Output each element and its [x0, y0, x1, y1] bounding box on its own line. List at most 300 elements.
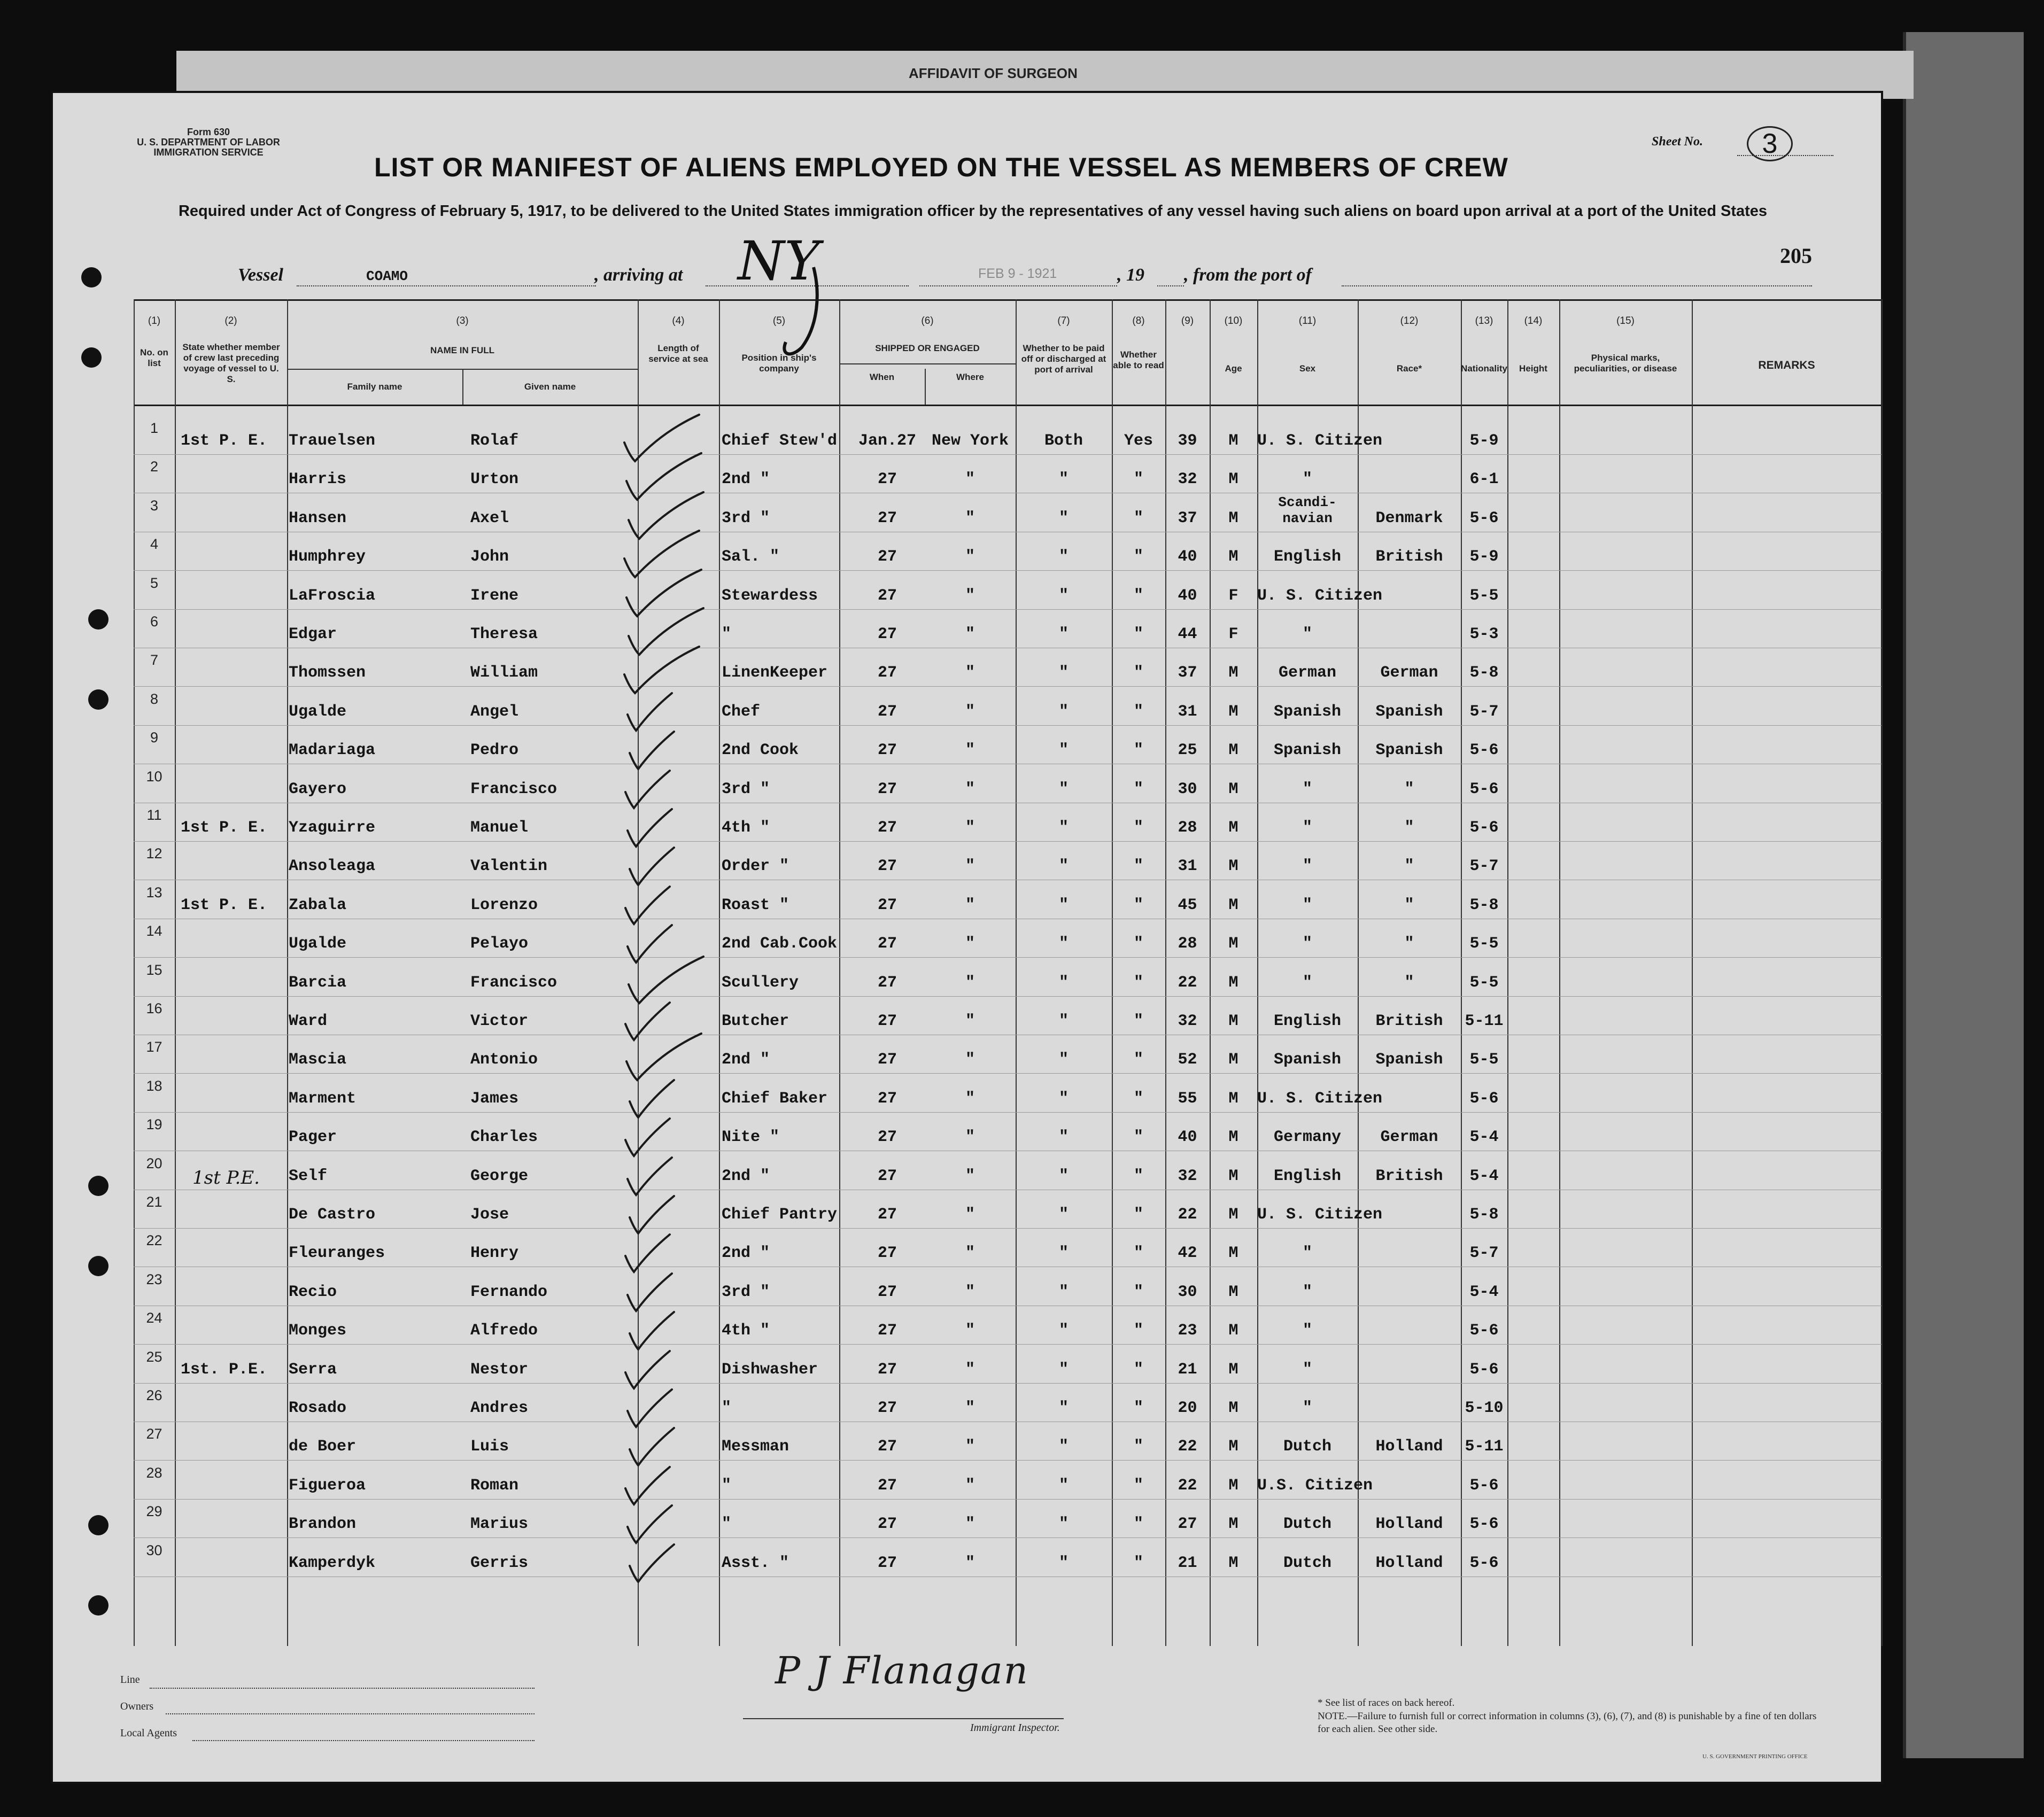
family-name-cell: Fleuranges	[289, 1244, 385, 1263]
from-port-label: , from the port of	[1184, 265, 1312, 285]
page-number: 205	[1780, 244, 1812, 268]
date-line-fill	[919, 285, 1117, 286]
age-cell: 40	[1178, 548, 1197, 566]
family-name-cell: Ugalde	[289, 935, 347, 953]
column-number: (2)	[224, 315, 237, 327]
able-to-read-cell: "	[1133, 1012, 1143, 1030]
shipped-when-cell: 27	[877, 548, 897, 566]
row-number: 4	[150, 536, 159, 553]
column-number: (13)	[1475, 315, 1493, 327]
position-cell: Stewardess	[722, 586, 818, 605]
given-name-cell: Antonio	[470, 1051, 538, 1069]
family-name-cell: Barcia	[289, 973, 347, 992]
line-fill	[150, 1688, 535, 1689]
row-number: 24	[146, 1310, 162, 1326]
table-row	[0, 1271, 2044, 1316]
shipped-where-cell: "	[965, 1476, 975, 1495]
able-to-read-cell: "	[1133, 1322, 1143, 1340]
age-cell: 32	[1178, 1167, 1197, 1185]
able-to-read-cell: "	[1133, 1051, 1143, 1069]
column-label: Length of service at sea	[648, 343, 708, 364]
row-number: 6	[150, 614, 159, 630]
column-label: No. on list	[140, 347, 168, 368]
race-cell: Dutch	[1283, 1554, 1331, 1572]
shipped-when-cell: 27	[877, 1360, 897, 1379]
shipped-when-cell: 27	[877, 1476, 897, 1495]
race-cell: "	[1302, 1283, 1312, 1301]
table-header-bottom-rule	[134, 405, 1882, 406]
sex-cell: M	[1228, 973, 1238, 992]
race-cell: "	[1302, 780, 1312, 798]
race-cell: "	[1302, 1399, 1312, 1417]
previous-voyage-cell: 1st P. E.	[181, 819, 268, 837]
nationality-cell: Spanish	[1375, 741, 1443, 760]
column-label: NAME IN FULL	[430, 345, 494, 355]
document-subtitle: Required under Act of Congress of February 5, 1917, to be delivered to the United States immigration officer by the representatives of any vessel having such aliens on board upon arrival at a port of the United States	[178, 203, 1768, 220]
form-identifier	[128, 127, 289, 158]
race-cell: "	[1302, 973, 1312, 992]
shipped-when-cell: 27	[877, 896, 897, 914]
table-row	[0, 1503, 2044, 1548]
column-label: Physical marks, peculiarities, or disease	[1574, 353, 1677, 374]
shipped-when-cell: 27	[877, 702, 897, 721]
form-number: Form 630	[187, 127, 230, 137]
sex-cell: M	[1228, 1012, 1238, 1030]
shipped-when-cell: 27	[877, 973, 897, 992]
shipped-where-cell: New York	[931, 432, 1009, 450]
paid-off-cell: "	[1058, 857, 1069, 876]
able-to-read-cell: "	[1133, 1128, 1143, 1147]
shipped-when-cell: 27	[877, 1012, 897, 1030]
age-cell: 22	[1178, 1438, 1197, 1456]
table-row	[0, 574, 2044, 620]
race-cell: Dutch	[1283, 1438, 1331, 1456]
age-cell: 30	[1178, 780, 1197, 798]
given-name-cell: Fernando	[470, 1283, 548, 1301]
height-cell: 5-11	[1465, 1438, 1504, 1456]
given-name-cell: Rolaf	[470, 432, 519, 450]
shipped-where-cell: "	[965, 702, 975, 721]
height-cell: 5-9	[1469, 548, 1499, 566]
column-label: Position in ship's company	[741, 353, 817, 374]
shipped-when-cell: 27	[877, 857, 897, 876]
able-to-read-cell: "	[1133, 1089, 1143, 1108]
position-cell: 4th "	[722, 819, 770, 837]
row-number: 12	[146, 845, 162, 862]
given-name-cell: Henry	[470, 1244, 519, 1263]
height-cell: 5-8	[1469, 1206, 1499, 1224]
row-number: 19	[146, 1116, 162, 1133]
sex-cell: M	[1228, 432, 1238, 450]
column-sublabel: When	[869, 372, 895, 382]
table-row	[0, 1348, 2044, 1394]
sex-cell: M	[1228, 509, 1238, 527]
nationality-cell: "	[1404, 819, 1414, 837]
given-name-cell: Theresa	[470, 625, 538, 643]
paid-off-cell: "	[1058, 1360, 1069, 1379]
nationality-cell: Holland	[1375, 1438, 1443, 1456]
shipped-where-cell: "	[965, 1012, 975, 1030]
position-cell: Order "	[722, 857, 789, 876]
row-number: 14	[146, 923, 162, 939]
paid-off-cell: "	[1058, 1128, 1069, 1147]
able-to-read-cell: "	[1133, 896, 1143, 914]
table-row	[0, 652, 2044, 697]
family-name-cell: Monges	[289, 1322, 347, 1340]
height-cell: 5-6	[1469, 1515, 1499, 1534]
race-cell: Germany	[1273, 1128, 1342, 1147]
table-row	[0, 884, 2044, 929]
previous-voyage-cell: 1st P. E.	[181, 896, 268, 914]
sex-cell: M	[1228, 548, 1238, 566]
shipped-when-cell: 27	[877, 1051, 897, 1069]
sex-cell: M	[1228, 1051, 1238, 1069]
shipped-when-cell: 27	[877, 625, 897, 643]
race-cell: "	[1302, 819, 1312, 837]
paid-off-cell: "	[1058, 973, 1069, 992]
shipped-where-cell: "	[965, 1089, 975, 1108]
shipped-where-cell: "	[965, 1515, 975, 1534]
race-cell: Scandi- navian	[1278, 494, 1337, 526]
nationality-cell: Denmark	[1375, 509, 1443, 527]
table-row	[0, 690, 2044, 736]
race-cell: U. S. Citizen	[1257, 1206, 1383, 1224]
age-cell: 40	[1178, 1128, 1197, 1147]
nationality-cell: "	[1404, 780, 1414, 798]
shipped-when-cell: 27	[877, 741, 897, 760]
shipped-where-cell: "	[965, 1438, 975, 1456]
shipped-when-cell: 27	[877, 1399, 897, 1417]
position-cell: Nite "	[722, 1128, 780, 1147]
binder-hole	[81, 347, 102, 368]
column-label: Height	[1519, 363, 1547, 374]
paid-off-cell: "	[1058, 1515, 1069, 1534]
given-name-cell: Irene	[470, 586, 519, 605]
race-cell: "	[1302, 935, 1312, 953]
sex-cell: M	[1228, 1515, 1238, 1534]
shipped-where-cell: "	[965, 1360, 975, 1379]
given-name-cell: Urton	[470, 470, 519, 489]
binder-hole	[88, 1595, 109, 1616]
sex-cell: M	[1228, 1089, 1238, 1108]
age-cell: 28	[1178, 819, 1197, 837]
shipped-where-cell: "	[965, 935, 975, 953]
age-cell: 27	[1178, 1515, 1197, 1534]
height-cell: 5-5	[1469, 1051, 1499, 1069]
shipped-when-cell: 27	[877, 1244, 897, 1263]
column-label: SHIPPED OR ENGAGED	[875, 343, 980, 353]
age-cell: 22	[1178, 1206, 1197, 1224]
height-cell: 5-7	[1469, 1244, 1499, 1263]
position-cell: 2nd "	[722, 1051, 770, 1069]
inspector-label: Immigrant Inspector.	[970, 1722, 1060, 1734]
sex-cell: M	[1228, 1554, 1238, 1572]
shipped-when-cell: 27	[877, 1206, 897, 1224]
row-number: 7	[150, 652, 159, 669]
table-row	[0, 1000, 2044, 1045]
nationality-cell: "	[1404, 896, 1414, 914]
sex-cell: F	[1228, 586, 1238, 605]
family-name-cell: Thomssen	[289, 664, 366, 682]
paid-off-cell: "	[1058, 1012, 1069, 1030]
row-number: 22	[146, 1232, 162, 1249]
family-name-cell: Kamperdyk	[289, 1554, 376, 1572]
age-cell: 28	[1178, 935, 1197, 953]
sex-cell: M	[1228, 1360, 1238, 1379]
sex-cell: M	[1228, 1244, 1238, 1263]
position-cell: "	[722, 625, 732, 643]
race-cell: English	[1273, 548, 1342, 566]
given-name-cell: James	[470, 1089, 519, 1108]
race-cell: Spanish	[1273, 1051, 1342, 1069]
column-sublabel: Given name	[524, 382, 576, 392]
nationality-cell: "	[1404, 857, 1414, 876]
shipped-when-cell: 27	[877, 664, 897, 682]
given-name-cell: Francisco	[470, 973, 558, 992]
height-cell: 5-5	[1469, 586, 1499, 605]
column-label: Whether to be paid off or discharged at port of arrival	[1021, 343, 1106, 375]
shipped-where-cell: "	[965, 548, 975, 566]
owners-label: Owners	[120, 1700, 154, 1712]
sex-cell: M	[1228, 702, 1238, 721]
family-name-cell: Zabala	[289, 896, 347, 914]
shipped-when-cell: 27	[877, 1438, 897, 1456]
paid-off-cell: "	[1058, 470, 1069, 489]
age-cell: 37	[1178, 509, 1197, 527]
race-cell: "	[1302, 857, 1312, 876]
column-label: Sex	[1299, 363, 1316, 374]
able-to-read-cell: "	[1133, 625, 1143, 643]
shipped-when-cell: 27	[877, 1554, 897, 1572]
able-to-read-cell: "	[1133, 702, 1143, 721]
paid-off-cell: "	[1058, 780, 1069, 798]
able-to-read-cell: "	[1133, 819, 1143, 837]
age-cell: 22	[1178, 1476, 1197, 1495]
name-header-sub-rule	[287, 369, 638, 370]
age-cell: 40	[1178, 586, 1197, 605]
position-cell: Butcher	[722, 1012, 789, 1030]
column-label: REMARKS	[1758, 359, 1815, 371]
given-name-cell: Andres	[470, 1399, 529, 1417]
race-cell: U. S. Citizen	[1257, 1089, 1383, 1108]
shipped-where-cell: "	[965, 1399, 975, 1417]
able-to-read-cell: "	[1133, 973, 1143, 992]
row-number: 13	[146, 884, 162, 900]
sex-cell: M	[1228, 1399, 1238, 1417]
able-to-read-cell: "	[1133, 741, 1143, 760]
age-cell: 22	[1178, 973, 1197, 992]
height-cell: 5-3	[1469, 625, 1499, 643]
inspector-line	[743, 1718, 1064, 1719]
family-name-cell: Madariaga	[289, 741, 376, 760]
race-cell: "	[1302, 1360, 1312, 1379]
paid-off-cell: "	[1058, 625, 1069, 643]
position-cell: Messman	[722, 1438, 789, 1456]
race-cell: "	[1302, 1244, 1312, 1263]
sheet-number: 3	[1747, 126, 1793, 161]
able-to-read-cell: "	[1133, 548, 1143, 566]
shipped-where-cell: "	[965, 819, 975, 837]
nationality-cell: German	[1380, 664, 1438, 682]
table-row	[0, 420, 2044, 465]
shipped-where-cell: "	[965, 1283, 975, 1301]
column-number: (9)	[1181, 315, 1194, 327]
race-cell: German	[1278, 664, 1337, 682]
shipped-when-cell: 27	[877, 935, 897, 953]
given-name-cell: Manuel	[470, 819, 529, 837]
given-name-cell: Jose	[470, 1206, 509, 1224]
column-number: (5)	[772, 315, 786, 327]
inspector-signature: P J Flanagan	[775, 1649, 1029, 1692]
shipped-where-cell: "	[965, 1206, 975, 1224]
paid-off-cell: "	[1058, 702, 1069, 721]
age-cell: 23	[1178, 1322, 1197, 1340]
able-to-read-cell: "	[1133, 1283, 1143, 1301]
row-number: 15	[146, 961, 162, 978]
shipped-where-cell: "	[965, 664, 975, 682]
table-row	[0, 1232, 2044, 1277]
row-number: 30	[146, 1542, 162, 1558]
height-cell: 6-1	[1469, 470, 1499, 489]
paid-off-cell: "	[1058, 1051, 1069, 1069]
printer-line: U. S. GOVERNMENT PRINTING OFFICE	[1702, 1753, 1808, 1760]
height-cell: 5-8	[1469, 896, 1499, 914]
row-number: 26	[146, 1387, 162, 1403]
able-to-read-cell: "	[1133, 1515, 1143, 1534]
paid-off-cell: "	[1058, 1206, 1069, 1224]
given-name-cell: Angel	[470, 702, 519, 721]
position-cell: 2nd "	[722, 1167, 770, 1185]
shipped-when-cell: 27	[877, 509, 897, 527]
table-row	[0, 1077, 2044, 1123]
paid-off-cell: "	[1058, 1399, 1069, 1417]
table-row	[0, 1387, 2044, 1432]
height-cell: 5-6	[1469, 819, 1499, 837]
row-number: 25	[146, 1348, 162, 1365]
height-cell: 5-10	[1465, 1399, 1504, 1417]
position-cell: Chief Baker	[722, 1089, 828, 1108]
shipped-when-cell: 27	[877, 1322, 897, 1340]
position-cell: Scullery	[722, 973, 799, 992]
table-row	[0, 807, 2044, 852]
shipped-when-cell: 27	[877, 1515, 897, 1534]
shipped-when-cell: 27	[877, 1167, 897, 1185]
height-cell: 5-4	[1469, 1128, 1499, 1147]
family-name-cell: Ward	[289, 1012, 328, 1030]
given-name-cell: John	[470, 548, 509, 566]
shipped-where-cell: "	[965, 1128, 975, 1147]
year-line-fill	[1157, 285, 1184, 286]
row-number: 10	[146, 768, 162, 785]
row-number: 11	[146, 807, 162, 823]
given-name-cell: Pedro	[470, 741, 519, 760]
row-number: 9	[150, 729, 159, 746]
shipped-where-cell: "	[965, 1051, 975, 1069]
column-number: (7)	[1057, 315, 1070, 327]
given-name-cell: Valentin	[470, 857, 548, 876]
shipped-where-cell: "	[965, 1244, 975, 1263]
sex-cell: M	[1228, 1322, 1238, 1340]
column-number: (1)	[148, 315, 161, 327]
paid-off-cell: "	[1058, 935, 1069, 953]
column-sublabel: Family name	[347, 382, 402, 392]
sheet-label: Sheet No.	[1652, 135, 1703, 149]
age-cell: 20	[1178, 1399, 1197, 1417]
family-name-cell: Yzaguirre	[289, 819, 376, 837]
sex-cell: M	[1228, 1167, 1238, 1185]
position-cell: 3rd "	[722, 1283, 770, 1301]
top-caption: AFFIDAVIT OF SURGEON	[909, 65, 1078, 81]
row-number: 5	[150, 574, 159, 591]
family-name-cell: Ansoleaga	[289, 857, 376, 876]
height-cell: 5-11	[1465, 1012, 1504, 1030]
height-cell: 5-6	[1469, 1089, 1499, 1108]
shipped-where-cell: "	[965, 857, 975, 876]
table-row	[0, 1155, 2044, 1200]
shipped-when-cell: 27	[877, 1089, 897, 1108]
shipped-when-cell: 27	[877, 1283, 897, 1301]
family-name-cell: Trauelsen	[289, 432, 376, 450]
service-name: IMMIGRATION SERVICE	[153, 147, 264, 158]
line-label: Line	[120, 1674, 140, 1686]
height-cell: 5-6	[1469, 1554, 1499, 1572]
sex-cell: M	[1228, 1206, 1238, 1224]
row-number: 29	[146, 1503, 162, 1520]
shipped-where-cell: "	[965, 586, 975, 605]
vessel-label: Vessel	[238, 265, 283, 285]
paid-off-cell: "	[1058, 1244, 1069, 1263]
column-label: Nationality	[1461, 363, 1507, 374]
column-number: (4)	[672, 315, 685, 327]
row-number: 18	[146, 1077, 162, 1094]
age-cell: 31	[1178, 857, 1197, 876]
able-to-read-cell: "	[1133, 1206, 1143, 1224]
table-row	[0, 1542, 2044, 1587]
age-cell: 21	[1178, 1360, 1197, 1379]
paid-off-cell: "	[1058, 1554, 1069, 1572]
given-name-cell: Pelayo	[470, 935, 529, 953]
column-label: Race*	[1396, 363, 1422, 374]
row-number: 27	[146, 1426, 162, 1442]
shipped-when-cell: 27	[877, 819, 897, 837]
shipped-header-sub-rule	[839, 363, 1016, 364]
height-cell: 5-6	[1469, 780, 1499, 798]
family-name-cell: de Boer	[289, 1438, 357, 1456]
position-cell: Roast "	[722, 896, 789, 914]
family-name-cell: Mascia	[289, 1051, 347, 1069]
table-row	[0, 1426, 2044, 1471]
paid-off-cell: "	[1058, 548, 1069, 566]
table-top-rule	[134, 299, 1882, 301]
column-sublabel: Where	[956, 372, 984, 382]
position-cell: Asst. "	[722, 1554, 789, 1572]
shipped-where-cell: "	[965, 509, 975, 527]
able-to-read-cell: "	[1133, 857, 1143, 876]
able-to-read-cell: "	[1133, 780, 1143, 798]
given-name-cell: Gerris	[470, 1554, 529, 1572]
height-cell: 5-5	[1469, 973, 1499, 992]
table-row	[0, 536, 2044, 581]
able-to-read-cell: "	[1133, 935, 1143, 953]
nationality-cell: Spanish	[1375, 1051, 1443, 1069]
paid-off-cell: "	[1058, 509, 1069, 527]
paid-off-cell: "	[1058, 586, 1069, 605]
height-cell: 5-6	[1469, 741, 1499, 760]
race-cell: "	[1302, 625, 1312, 643]
footnote-penalty: NOTE.—Failure to furnish full or correct information in columns (3), (6), (7), and (8) is punishable by a fine of ten dollars for each alien. See other side.	[1318, 1711, 1817, 1735]
shipped-where-cell: "	[965, 741, 975, 760]
paid-off-cell: Both	[1044, 432, 1083, 450]
